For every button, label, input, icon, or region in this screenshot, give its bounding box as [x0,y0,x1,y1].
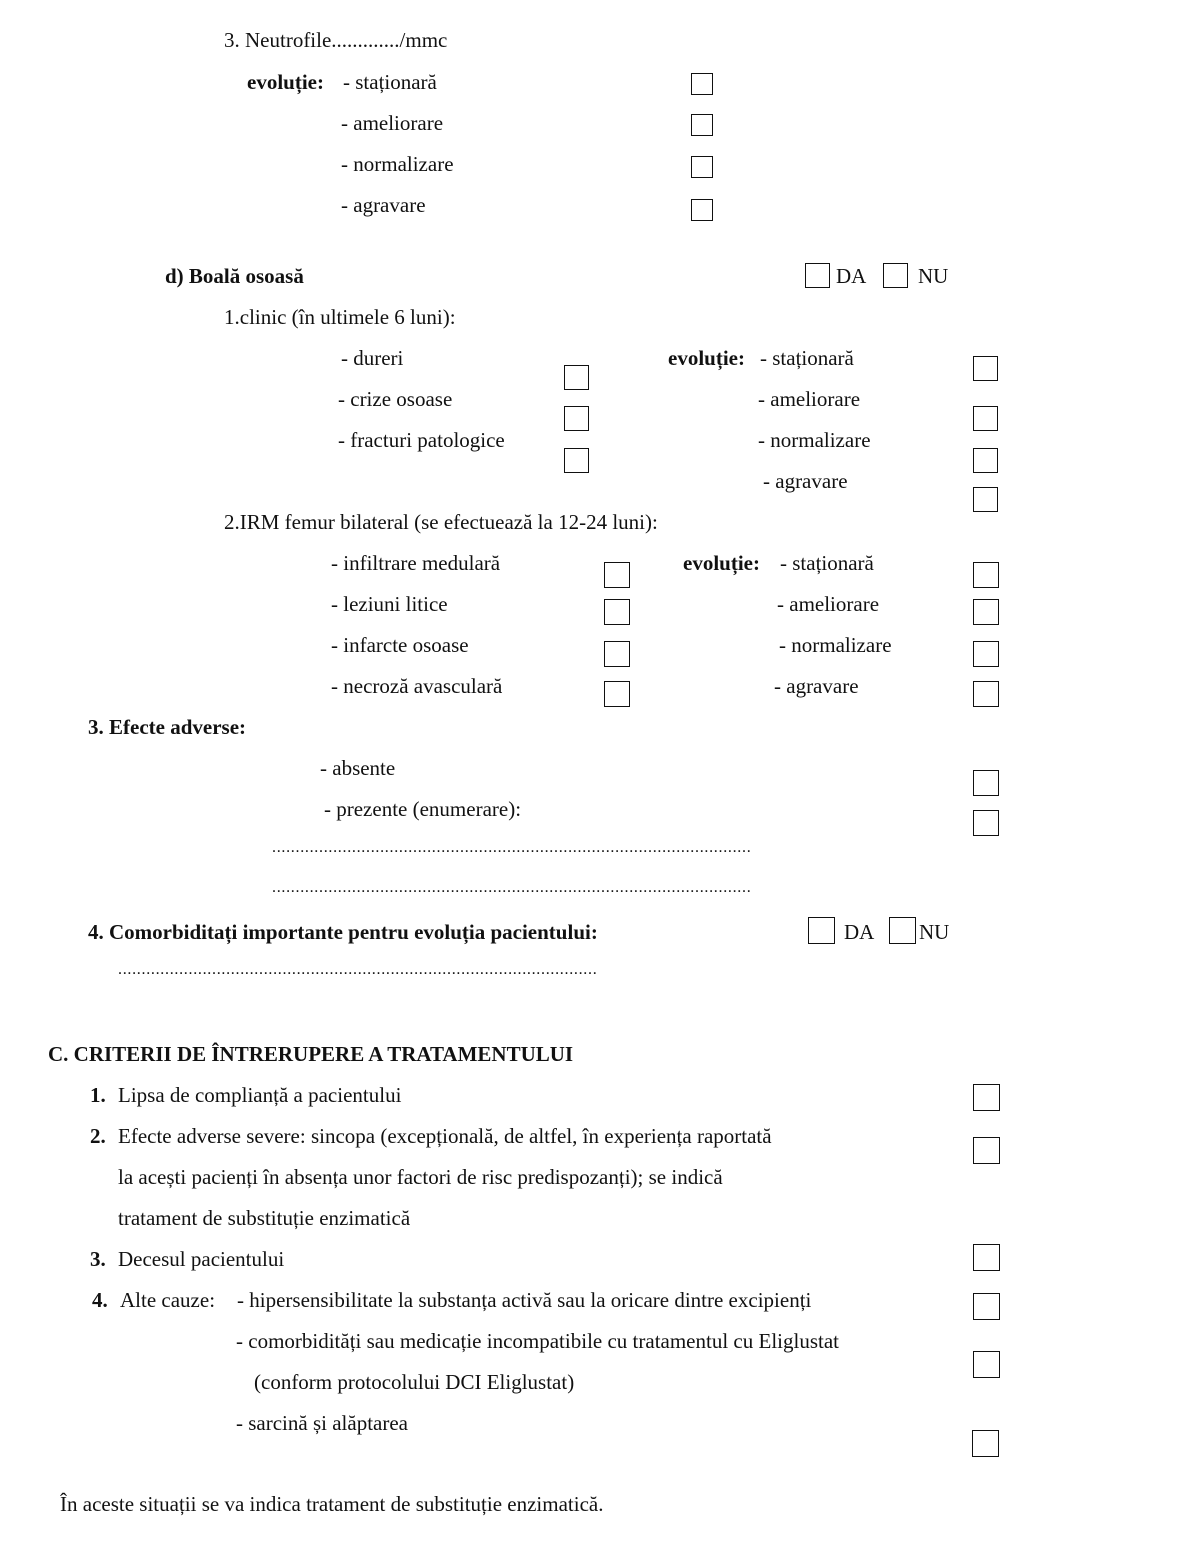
irm-necroza-checkbox[interactable] [604,681,630,707]
clinic-dureri-checkbox[interactable] [564,365,589,390]
irm-item-infarcte: - infarcte osoase [331,633,469,657]
irm-leziuni-checkbox[interactable] [604,599,630,625]
irm-evolutie-label: evoluție: [683,551,760,575]
irm-evolutie-agravare: - agravare [774,674,859,698]
neutrofile-option-ameliorare: - ameliorare [341,111,444,135]
criterii-item-4-sarcina-checkbox[interactable] [972,1430,999,1457]
criterii-item-3: Decesul pacientului [118,1247,285,1271]
comorbiditati-da-checkbox[interactable] [808,917,835,944]
clinic-item-fracturi-patologice: - fracturi patologice [338,428,505,452]
neutrofile-normalizare-checkbox[interactable] [691,156,713,178]
irm-title: 2.IRM femur bilateral (se efectuează la 12-24 luni): [224,510,658,534]
clinic-evolutie-normalizare: - normalizare [758,428,871,452]
criterii-item-2-line-1: Efecte adverse severe: sincopa (excepțională, de altfel, în experiența raportată [118,1124,772,1148]
boala-osoasa-title: d) Boală osoasă [165,264,304,288]
criterii-item-2-line-2: la acești pacienți în absența unor factori de risc predispozanți); se indică [118,1165,723,1189]
comorbiditati-nu-checkbox[interactable] [889,917,916,944]
criterii-item-2-checkbox[interactable] [973,1137,1000,1164]
clinic-evolutie-stationara: - staționară [760,346,854,370]
criterii-item-4-comorbiditati-checkbox[interactable] [973,1351,1000,1378]
efecte-adverse-absente-checkbox[interactable] [973,770,999,796]
criterii-item-4-sarcina: - sarcină și alăptarea [236,1411,408,1435]
clinic-evolutie-ameliorare: - ameliorare [758,387,861,411]
clinic-evolutie-stationara-checkbox[interactable] [973,356,998,381]
comorbiditati-title: 4. Comorbiditați importante pentru evoluția pacientului: [88,920,598,944]
irm-evolutie-stationara: - staționară [780,551,874,575]
efecte-adverse-prezente: - prezente (enumerare): [324,797,522,821]
efecte-adverse-dotted-line-2[interactable]: ...................................................................................................... [272,879,752,896]
clinic-evolutie-ameliorare-checkbox[interactable] [973,406,998,431]
clinic-title: 1.clinic (în ultimele 6 luni): [224,305,456,329]
boala-osoasa-nu-checkbox[interactable] [883,263,908,288]
criterii-item-4-comorbiditati-line-1: - comorbidități sau medicație incompatibile cu tratamentul cu Eliglustat [236,1329,839,1353]
clinic-evolutie-label: evoluție: [668,346,745,370]
clinic-item-crize-osoase: - crize osoase [338,387,453,411]
neutrofile-option-stationara: - staționară [343,70,437,94]
irm-item-necroza: - necroză avasculară [331,674,503,698]
irm-evolutie-normalizare: - normalizare [779,633,892,657]
neutrofile-agravare-checkbox[interactable] [691,199,713,221]
criterii-item-2-line-3: tratament de substituție enzimatică [118,1206,411,1230]
efecte-adverse-prezente-checkbox[interactable] [973,810,999,836]
criterii-title: C. CRITERII DE ÎNTRERUPERE A TRATAMENTULUI [48,1042,574,1066]
clinic-evolutie-normalizare-checkbox[interactable] [973,448,998,473]
irm-item-leziuni: - leziuni litice [331,592,448,616]
criterii-item-4-label: Alte cauze: [120,1288,216,1312]
criterii-item-1: Lipsa de complianță a pacientului [118,1083,402,1107]
efecte-adverse-absente: - absente [320,756,396,780]
irm-evolutie-ameliorare: - ameliorare [777,592,880,616]
criterii-item-3-number: 3. [90,1247,106,1271]
neutrofile-stationara-checkbox[interactable] [691,73,713,95]
criterii-item-1-checkbox[interactable] [973,1084,1000,1111]
irm-evolutie-agravare-checkbox[interactable] [973,681,999,707]
clinic-crize-osoase-checkbox[interactable] [564,406,589,431]
efecte-adverse-dotted-line-1[interactable]: ...................................................................................................... [272,839,752,856]
neutrofile-option-agravare: - agravare [341,193,426,217]
criterii-item-1-number: 1. [90,1083,106,1107]
irm-evolutie-normalizare-checkbox[interactable] [973,641,999,667]
efecte-adverse-title: 3. Efecte adverse: [88,715,247,739]
irm-item-infiltrare: - infiltrare medulară [331,551,501,575]
boala-osoasa-da-checkbox[interactable] [805,263,830,288]
clinic-evolutie-agravare: - agravare [763,469,848,493]
footer-note: În aceste situații se va indica tratament de substituție enzimatică. [60,1492,604,1516]
irm-infarcte-checkbox[interactable] [604,641,630,667]
neutrofile-option-normalizare: - normalizare [341,152,454,176]
irm-evolutie-ameliorare-checkbox[interactable] [973,599,999,625]
criterii-item-4-number: 4. [92,1288,108,1312]
clinic-fracturi-checkbox[interactable] [564,448,589,473]
irm-infiltrare-checkbox[interactable] [604,562,630,588]
neutrofile-ameliorare-checkbox[interactable] [691,114,713,136]
comorbiditati-dotted-line[interactable]: ...................................................................................................... [118,961,598,978]
criterii-item-3-checkbox[interactable] [973,1244,1000,1271]
boala-osoasa-da-label: DA [836,264,867,288]
comorbiditati-nu-label: NU [919,920,950,944]
boala-osoasa-nu-label: NU [918,264,949,288]
criterii-item-4-hipersensibilitate: - hipersensibilitate la substanța activă sau la oricare dintre excipienți [237,1288,812,1312]
clinic-evolutie-agravare-checkbox[interactable] [973,487,998,512]
irm-evolutie-stationara-checkbox[interactable] [973,562,999,588]
clinic-item-dureri: - dureri [341,346,404,370]
comorbiditati-da-label: DA [844,920,875,944]
criterii-item-4-comorbiditati-line-2: (conform protocolului DCI Eliglustat) [254,1370,575,1394]
neutrofile-evolutie-label: evoluție: [247,70,324,94]
neutrofile-title: 3. Neutrofile............./mmc [224,28,448,52]
criterii-item-2-number: 2. [90,1124,106,1148]
criterii-item-4-hipersensibilitate-checkbox[interactable] [973,1293,1000,1320]
